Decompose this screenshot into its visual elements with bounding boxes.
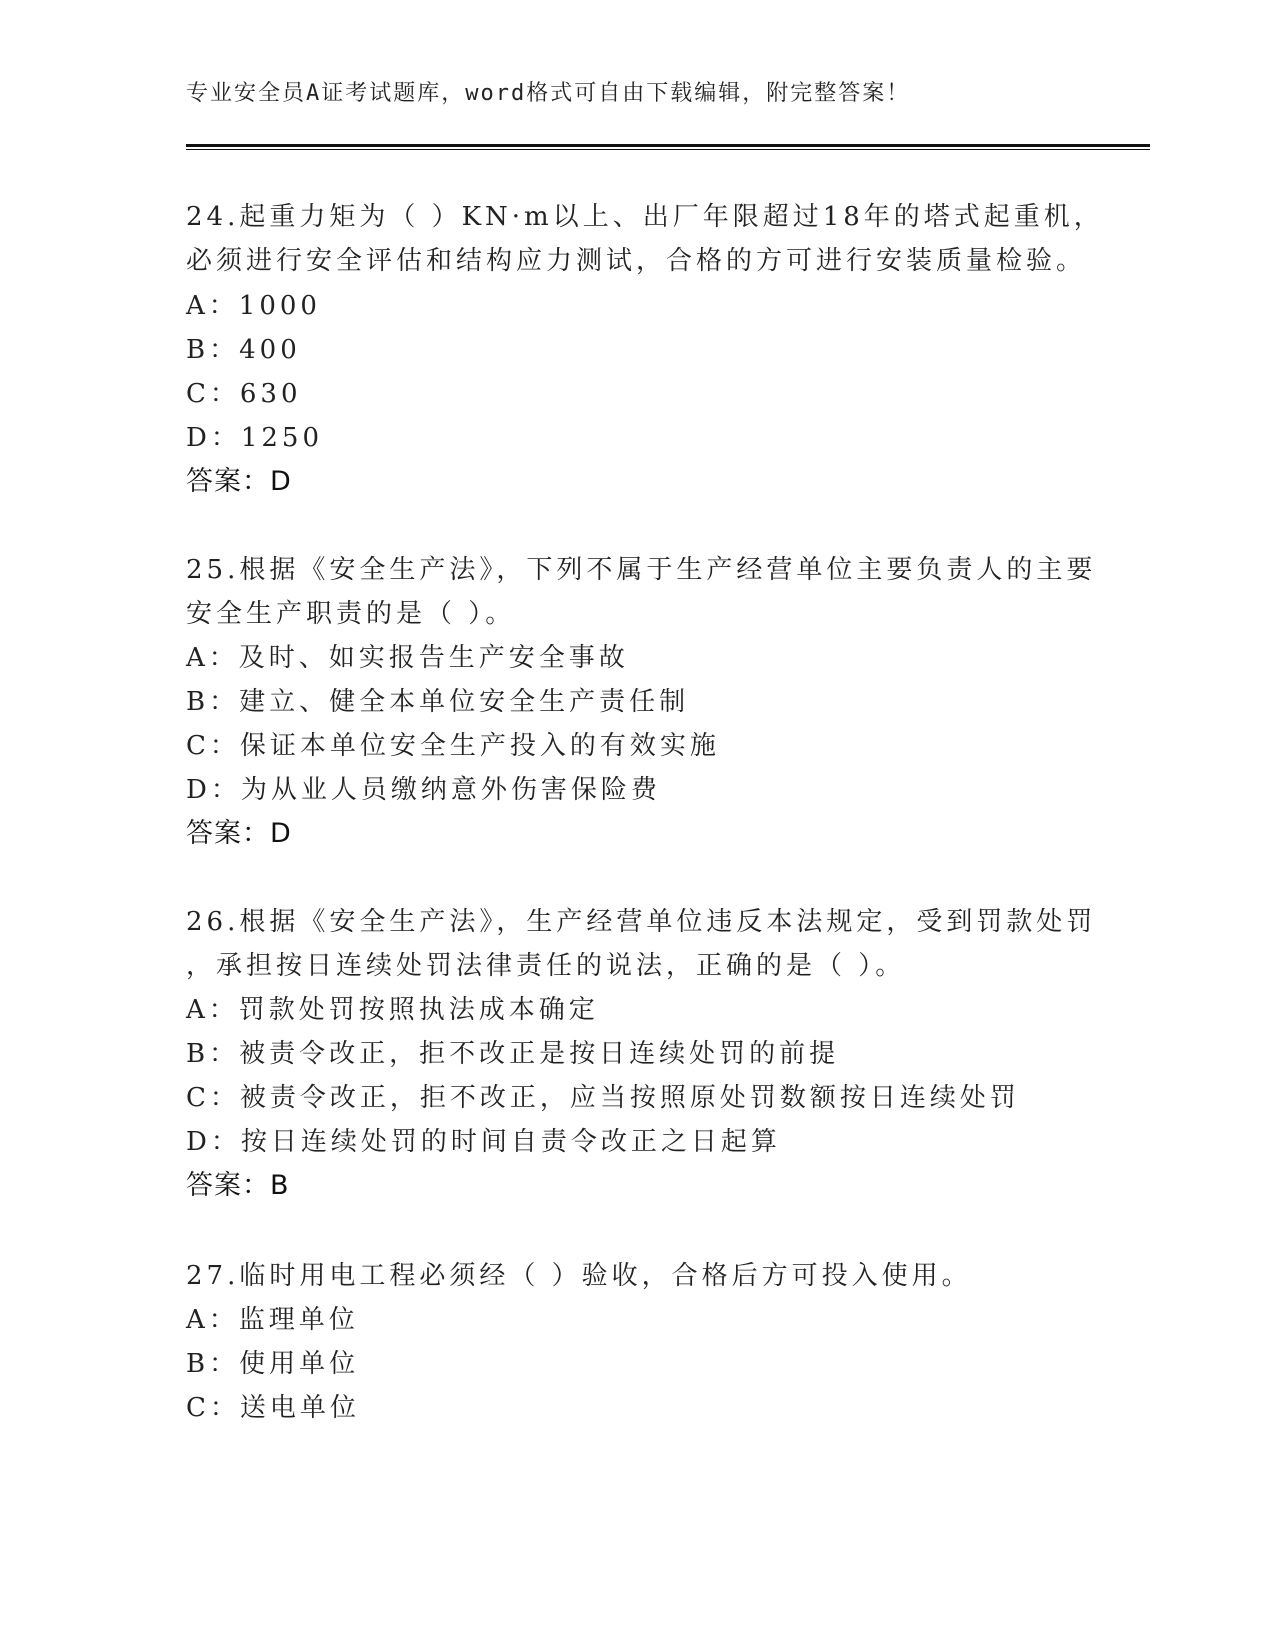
answer-label: 答案：D [186, 818, 292, 849]
option-b: B：被责令改正，拒不改正是按日连续处罚的前提 [186, 1039, 840, 1069]
option-b: B：建立、健全本单位安全生产责任制 [186, 687, 690, 717]
option-b: B：使用单位 [186, 1349, 360, 1379]
option-c: C：保证本单位安全生产投入的有效实施 [186, 731, 720, 761]
header-divider-thin [186, 149, 1150, 150]
option-d: D：为从业人员缴纳意外伤害保险费 [186, 775, 661, 805]
question-stem: 必须进行安全评估和结构应力测试，合格的方可进行安装质量检验。 [186, 246, 1087, 276]
header-divider-thick [186, 144, 1150, 147]
option-a: A：1000 [186, 291, 321, 321]
answer-label: 答案：D [186, 466, 292, 497]
option-d: D：1250 [186, 423, 324, 453]
question-stem: 27.临时用电工程必须经（ ）验收，合格后方可投入使用。 [186, 1261, 972, 1291]
question-stem: ，承担按日连续处罚法律责任的说法，正确的是（ ）。 [186, 951, 906, 981]
option-d: D：按日连续处罚的时间自责令改正之日起算 [186, 1127, 781, 1157]
option-a: A：罚款处罚按照执法成本确定 [186, 995, 599, 1025]
option-c: C：630 [186, 379, 302, 409]
option-b: B：400 [186, 335, 301, 365]
header-divider [186, 144, 1150, 151]
question-stem: 安全生产职责的是（ ）。 [186, 599, 516, 629]
option-a: A：监理单位 [186, 1305, 359, 1335]
option-c: C：送电单位 [186, 1393, 360, 1423]
question-stem: 24.起重力矩为（ ）KN·m以上、出厂年限超过18年的塔式起重机， [186, 202, 1104, 232]
page-header: 专业安全员A证考试题库，word格式可自由下载编辑，附完整答案！ [186, 81, 911, 106]
question-stem: 25.根据《安全生产法》，下列不属于生产经营单位主要负责人的主要 [186, 555, 1097, 585]
question-stem: 26.根据《安全生产法》，生产经营单位违反本法规定，受到罚款处罚 [186, 907, 1097, 937]
option-a: A：及时、如实报告生产安全事故 [186, 643, 629, 673]
option-c: C：被责令改正，拒不改正，应当按照原处罚数额按日连续处罚 [186, 1083, 1020, 1113]
answer-label: 答案：B [186, 1170, 290, 1201]
